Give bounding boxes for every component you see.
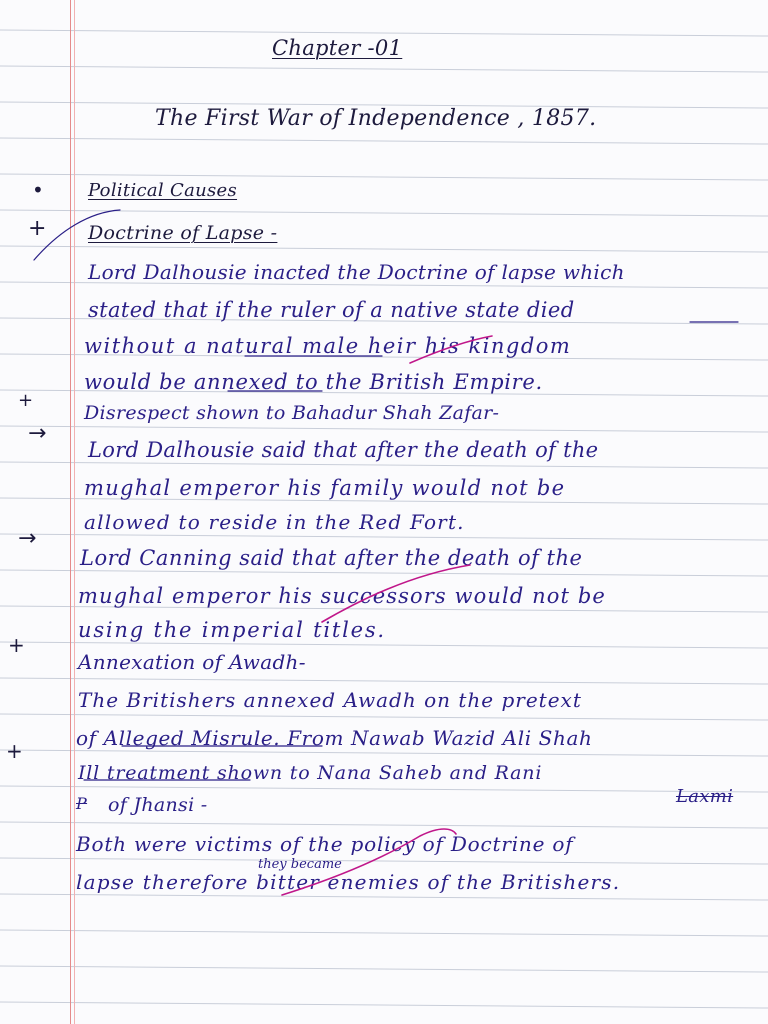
disrespect-heading: Disrespect shown to Bahadur Shah Zafar- — [84, 402, 500, 424]
plus-mark: + — [6, 739, 23, 763]
rule-line — [0, 966, 768, 972]
disrespect-line: mughal emperor his family would not be — [84, 476, 566, 500]
doctrine-line: without a natural male heir his kingdom — [84, 334, 572, 358]
rule-line — [0, 1002, 768, 1008]
rule-line — [0, 750, 768, 756]
awadh-line: The Britishers annexed Awadh on the pretext — [78, 688, 582, 712]
rule-line — [0, 66, 768, 72]
disrespect-line: allowed to reside in the Red Fort. — [84, 510, 465, 534]
doctrine-line: would be annexed to the British Empire. — [84, 370, 543, 394]
plus-mark: + — [8, 633, 25, 657]
page-title: The First War of Independence , 1857. — [155, 106, 597, 131]
rule-line — [0, 138, 768, 144]
doctrine-heading: Doctrine of Lapse - — [88, 222, 278, 244]
rule-line — [0, 426, 768, 432]
plus-mark: + — [28, 216, 47, 241]
doctrine-line: stated that if the ruler of a native state died — [88, 298, 575, 322]
disrespect-line: mughal emperor his successors would not be — [78, 584, 606, 608]
disrespect-line: using the imperial titles. — [78, 618, 386, 642]
rule-line — [0, 678, 768, 684]
rule-line — [0, 642, 768, 648]
margin-line — [70, 0, 71, 1024]
illtreatment-line: Both were victims of the policy of Doctrine of — [76, 832, 574, 856]
illtreatment-line: lapse therefore bitter enemies of the Britishers. — [76, 870, 621, 894]
rule-line — [0, 786, 768, 792]
rule-line — [0, 462, 768, 468]
struck-letter: P — [76, 794, 88, 813]
illtreatment-line: of Jhansi - — [108, 794, 208, 816]
rule-line — [0, 534, 768, 540]
margin-line-inner — [74, 0, 75, 1024]
rule-line — [0, 570, 768, 576]
rule-line — [0, 858, 768, 864]
plus-mark: + — [18, 390, 34, 411]
struck-word: Laxmi — [676, 786, 734, 807]
rule-line — [0, 930, 768, 936]
rule-line — [0, 210, 768, 216]
bullet-dot: • — [32, 178, 44, 202]
rule-line — [0, 714, 768, 720]
disrespect-line: Lord Dalhousie said that after the death of the — [88, 438, 599, 462]
chapter-heading: Chapter -01 — [272, 36, 403, 60]
rule-line — [0, 822, 768, 828]
doctrine-line: Lord Dalhousie inacted the Doctrine of lapse which — [88, 260, 625, 284]
rule-line — [0, 894, 768, 900]
arrow-mark: → — [18, 526, 37, 551]
rule-line — [0, 246, 768, 252]
arrow-mark: → — [28, 421, 47, 446]
insertion-text: they became — [258, 857, 342, 872]
awadh-heading: Annexation of Awadh- — [78, 650, 306, 674]
illtreatment-line: Ill treatment shown to Nana Saheb and Rani — [78, 762, 543, 784]
section-heading: Political Causes — [88, 180, 238, 201]
awadh-line: of Alleged Misrule. From Nawab Wazid Ali Shah — [76, 726, 593, 750]
disrespect-line: Lord Canning said that after the death of the — [80, 546, 583, 570]
